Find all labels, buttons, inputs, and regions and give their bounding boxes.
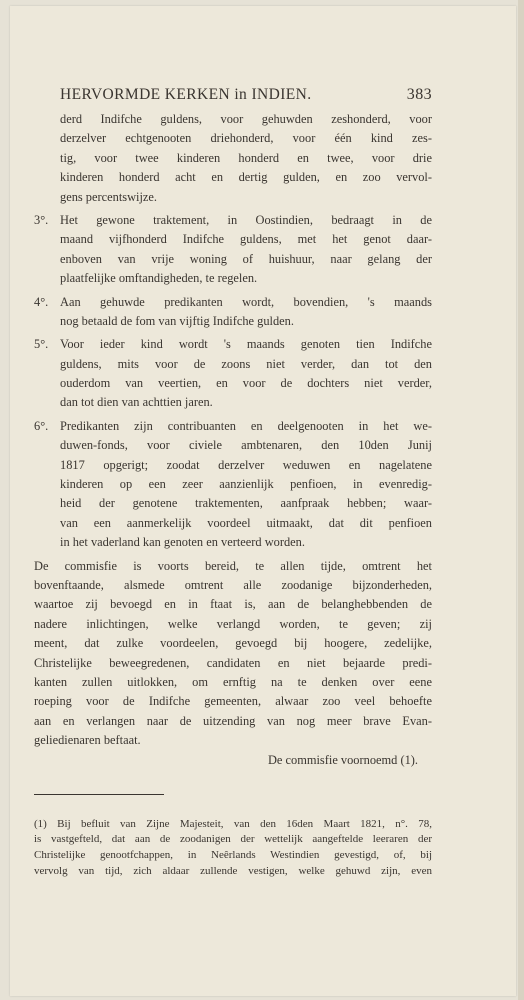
list-item-6	[34, 417, 432, 553]
text-line: ouderdom van veertien, en voor de dochters niet verder,	[60, 376, 432, 391]
footnote-line: (1) Bij befluit van Zijne Majesteit, van den 16den Maart 1821, n°. 78,	[34, 817, 432, 830]
list-item-4	[34, 293, 432, 332]
footnote-line: vervolg van tijd, zich aldaar zullende vestigen, welke gehuwd zijn, even	[34, 864, 432, 877]
text-line: kanten zullen uitlokken, om ernftig na te denken over eene	[34, 674, 432, 689]
text-line: bovenftaande, alsmede omtrent alle zoodanige bijzonderheden,	[34, 577, 432, 592]
text-line: De commisfie is voorts bereid, te allen tijde, omtrent het	[34, 558, 432, 573]
text-line: meent, dat zulke voordeelen, gevoegd bij hoogere, zedelijke,	[34, 636, 432, 651]
text-line: heid der genotene traktementen, aanfpraak hebben; waar-	[60, 496, 432, 511]
text-line: 1817 opgerigt; zoodat derzelver weduwen en nagelatene	[60, 457, 432, 472]
item-number: 3°.	[34, 212, 49, 227]
footnote-line: Christelijke genootfchappen, in Neêrlands Westindien gevestigd, of, bij	[34, 849, 432, 862]
signature: De commisfie voornoemd (1).	[267, 752, 418, 767]
text-line: kinderen honderd acht en dertig gulden, en zoo vervol-	[60, 170, 432, 185]
text-line: plaatfelijke omftandigheden, te regelen.	[60, 271, 258, 286]
text-line: roeping voor de Indifche gemeenten, alwaar zoo veel behoefte	[34, 694, 432, 709]
text-line: kinderen op een zeer aanzienlijk penfioen, in evenredig-	[60, 477, 432, 492]
header-title: HERVORMDE KERKEN in INDIEN.	[60, 86, 312, 103]
commission-paragraph	[34, 557, 432, 770]
running-header	[60, 86, 432, 104]
text-line: in het vaderland kan genoten en verteerd worden.	[60, 535, 305, 550]
text-line: gens percentswijze.	[60, 189, 158, 204]
page-text	[34, 86, 432, 879]
footnote-rule	[34, 794, 164, 795]
list-item-5	[34, 335, 432, 413]
text-line: duwen-fonds, voor civiele ambtenaren, den 10den Junij	[60, 438, 432, 453]
footnote	[34, 817, 432, 879]
text-line: Christelijke beweegredenen, candidaten en niet bejaarde predi-	[34, 655, 432, 670]
text-line: dan tot dien van achttien jaren.	[60, 395, 213, 410]
text-line: enboven van vrije woning of huishuur, naar gelang der	[60, 251, 432, 266]
text-line: guldens, mits voor de zoons niet verder, dan tot den	[60, 356, 432, 371]
text-line: waartoe zij bevoegd en in ftaat is, aan de belanghebbenden de	[34, 597, 432, 612]
text-line: nadere inlichtingen, welke verlangd worden, te geven; zij	[34, 616, 432, 631]
text-line: Het gewone traktement, in Oostindien, bedraagt in de	[60, 212, 432, 227]
text-line: tig, voor twee kinderen honderd en twee, voor drie	[60, 150, 432, 165]
text-line: nog betaald de fom van vijftig Indifche gulden.	[60, 313, 294, 328]
text-line: maand vijfhonderd Indifche guldens, met het genot daar-	[60, 232, 432, 247]
list-item-3	[34, 211, 432, 289]
item-number: 6°.	[34, 418, 49, 433]
text-line: derzelver echtgenooten driehonderd, voor één kind zes-	[60, 131, 432, 146]
text-line: aan en verlangen naar de uitzending van nog meer brave Evan-	[34, 713, 432, 728]
text-line: Aan gehuwde predikanten wordt, bovendien, 's maands	[60, 294, 432, 309]
footnote-line: is vastgefteld, dat aan de zoodanigen der wettelijk aangeftelde leeraren der	[34, 833, 432, 846]
text-line: derd Indifche guldens, voor gehuwden zeshonderd, voor	[60, 112, 432, 126]
text-line: geliedienaren beftaat.	[34, 733, 141, 748]
text-line: Predikanten zijn contribuanten en deelgenooten in het we-	[60, 418, 432, 433]
item-number: 4°.	[34, 294, 49, 309]
text-line: van een aanmerkelijk voordeel uitmaakt, dat dit penfioen	[60, 515, 432, 530]
text-line: Voor ieder kind wordt 's maands genoten tien Indifche	[60, 337, 432, 352]
item-number: 5°.	[34, 337, 49, 352]
page-number: 383	[406, 86, 432, 103]
intro-block	[60, 110, 432, 207]
page-edge	[518, 0, 524, 1000]
